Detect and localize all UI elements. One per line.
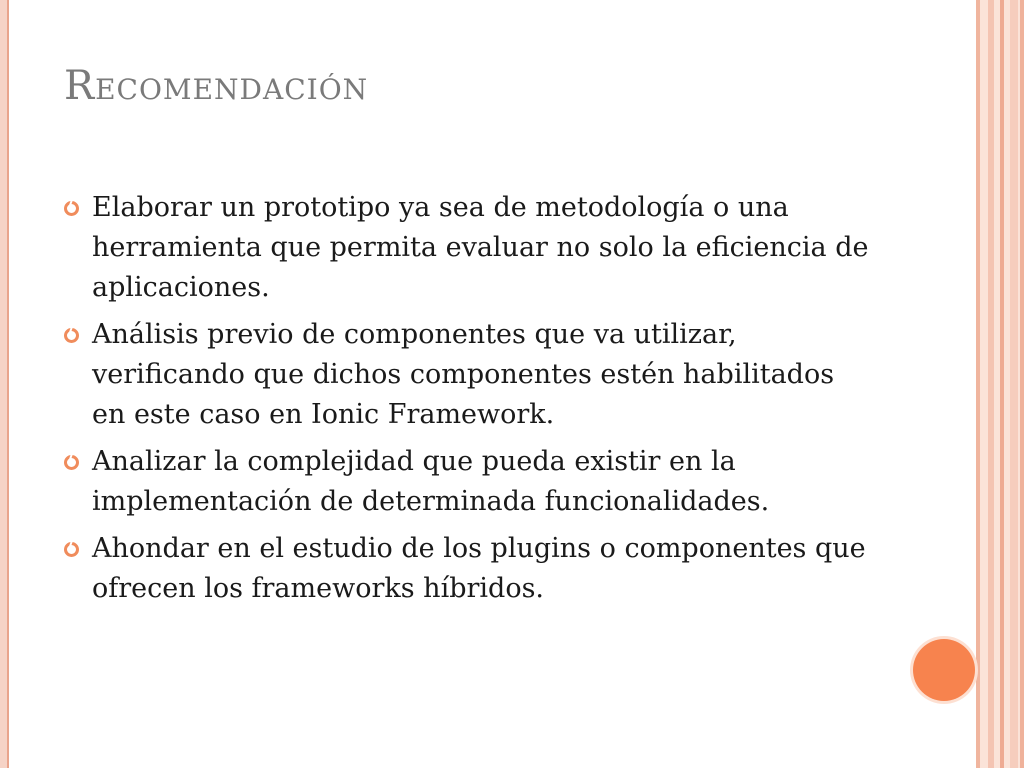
bullet-item	[64, 315, 874, 435]
right-stripe	[1020, 0, 1024, 768]
bullet-item	[64, 442, 874, 522]
right-stripe	[976, 0, 980, 768]
circle-bullet-icon	[64, 201, 79, 216]
slide-title: Recomendación	[64, 63, 369, 109]
right-stripe	[1010, 0, 1018, 768]
bullet-item	[64, 188, 874, 308]
bullet-item	[64, 529, 874, 609]
circle-bullet-icon	[64, 542, 79, 557]
bullet-text: Elaborar un prototipo ya sea de metodología o una herramienta que permita evaluar no solo la eficiencia de aplicaciones.	[92, 192, 869, 303]
right-stripe	[1000, 0, 1004, 768]
circle-bullet-icon	[64, 328, 79, 343]
bullet-list	[64, 188, 874, 616]
bullet-text: Ahondar en el estudio de los plugins o componentes que ofrecen los frameworks híbridos.	[92, 533, 866, 604]
circle-bullet-icon	[64, 455, 79, 470]
orange-circle-icon	[913, 639, 975, 701]
bullet-text: Analizar la complejidad que pueda existir en la implementación de determinada funcionalidades.	[92, 446, 770, 517]
bullet-text: Análisis previo de componentes que va utilizar, verificando que dichos componentes estén habilitados en este caso en Ionic Framework.	[92, 319, 835, 430]
left-border-decoration	[0, 0, 9, 768]
right-stripe	[988, 0, 994, 768]
